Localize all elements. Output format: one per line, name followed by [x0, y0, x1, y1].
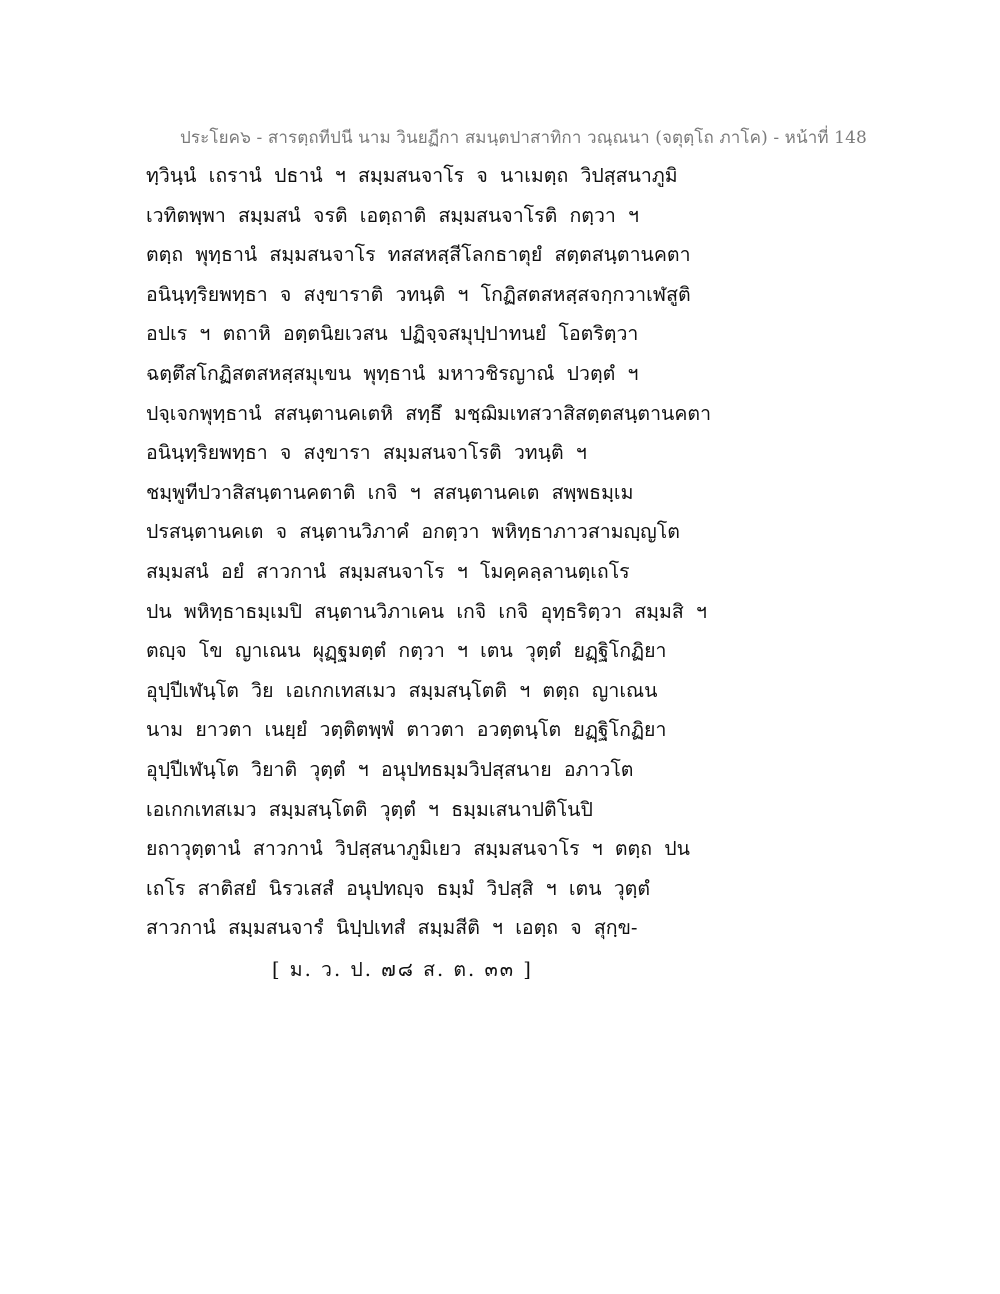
text-line: ชมฺพูทีปวาสิสนฺตานคตาติ เกจิ ฯ สสนฺตานคเต สพฺพธมฺเม	[146, 480, 634, 504]
body-text	[146, 158, 966, 950]
text-line: ปจฺเจกพุทฺธานํ สสนฺตานคเตหิ สทฺธึ มชฺฌิมเทสวาสิสตฺตสนฺตานคตา	[146, 401, 712, 425]
text-line: ฉตฺตึสโกฏิสตสหสฺสมุเขน พุทฺธานํ มหาวชิรญาณํ ปวตฺตํ ฯ	[146, 361, 639, 385]
text-line: ปรสนฺตานคเต จ สนฺตานวิภาคํ อกตฺวา พหิทฺธาภาวสามญฺญโต	[146, 520, 680, 544]
text-line: อุปฺปีเฬนฺโต วิย เอเกกเทสเมว สมฺมสนฺโตติ ฯ ตตฺถ ญาเณน	[146, 678, 658, 702]
text-line: อุปฺปีเฬนฺโต วิยาติ วุตฺตํ ฯ อนุปทธมฺมวิปสฺสนาย อภาวโต	[146, 757, 634, 781]
text-line: เถโร สาติสยํ นิรวเสสํ อนุปทญฺจ ธมฺมํ วิปสฺสิ ฯ เตน วุตฺตํ	[146, 876, 651, 900]
text-line: อนินฺทฺริยพทฺธา จ สงฺขาราติ วทนฺติ ฯ โกฏิสตสหสฺสจกฺกวาเฬสูติ	[146, 282, 691, 306]
text-line: นาม ยาวตา เนยฺยํ วตฺติตพฺพํ ตาวตา อวตฺตนฺโต ยฏฺฐิโกฏิยา	[146, 718, 667, 742]
page-header: ประโยค๖ - สารตฺถทีปนี นาม วินยฏีกา สมนฺตปาสาทิกา วณฺณนา (จตุตฺโถ ภาโค) - หน้าที่ 148	[180, 128, 867, 148]
text-line: สมฺมสนํ อยํ สาวกานํ สมฺมสนจาโร ฯ โมคฺคลฺลานตฺเถโร	[146, 559, 630, 583]
text-line: ทฺวินฺนํ เถรานํ ปธานํ ฯ สมฺมสนจาโร จ นาเมตฺถ วิปสฺสนาภูมิ	[146, 164, 678, 187]
text-line: ตญฺจ โข ญาเณน ผุฏฺฐมตฺตํ กตฺวา ฯ เตน วุตฺตํ ยฏฺฐิโกฏิยา	[146, 639, 667, 663]
text-line: สาวกานํ สมฺมสนจารํ นิปฺปเทสํ สมฺมสีติ ฯ เอตฺถ จ สุกฺข-	[146, 916, 638, 940]
text-line: ตตฺถ พุทฺธานํ สมฺมสนจาโร ทสสหสฺสีโลกธาตุยํ สตฺตสนฺตานคตา	[146, 243, 691, 267]
text-line: ปน พหิทฺธาธมฺเมปิ สนฺตานวิภาเคน เกจิ เกจิ อุทฺธริตฺวา สมฺมสิ ฯ	[146, 599, 707, 623]
text-line: เอเกกเทสเมว สมฺมสนฺโตติ วุตฺตํ ฯ ธมฺมเสนาปติโนปิ	[146, 797, 593, 821]
text-line: อนินฺทฺริยพทฺธา จ สงฺขารา สมฺมสนจาโรติ วทนฺติ ฯ	[146, 441, 587, 465]
footer-reference: [ ม. ว. ป. ๗๘ ส. ต. ๓๓ ]	[272, 958, 533, 981]
text-line: เวทิตพฺพา สมฺมสนํ จรติ เอตฺถาติ สมฺมสนจาโรติ กตฺวา ฯ	[146, 203, 639, 227]
text-line: อปเร ฯ ตถาหิ อตฺตนิยเวสน ปฏิจฺจสมุปฺปาทนยํ โอตริตฺวา	[146, 322, 639, 346]
text-line: ยถาวุตฺตานํ สาวกานํ วิปสฺสนาภูมิเยว สมฺมสนจาโร ฯ ตตฺถ ปน	[146, 837, 690, 861]
